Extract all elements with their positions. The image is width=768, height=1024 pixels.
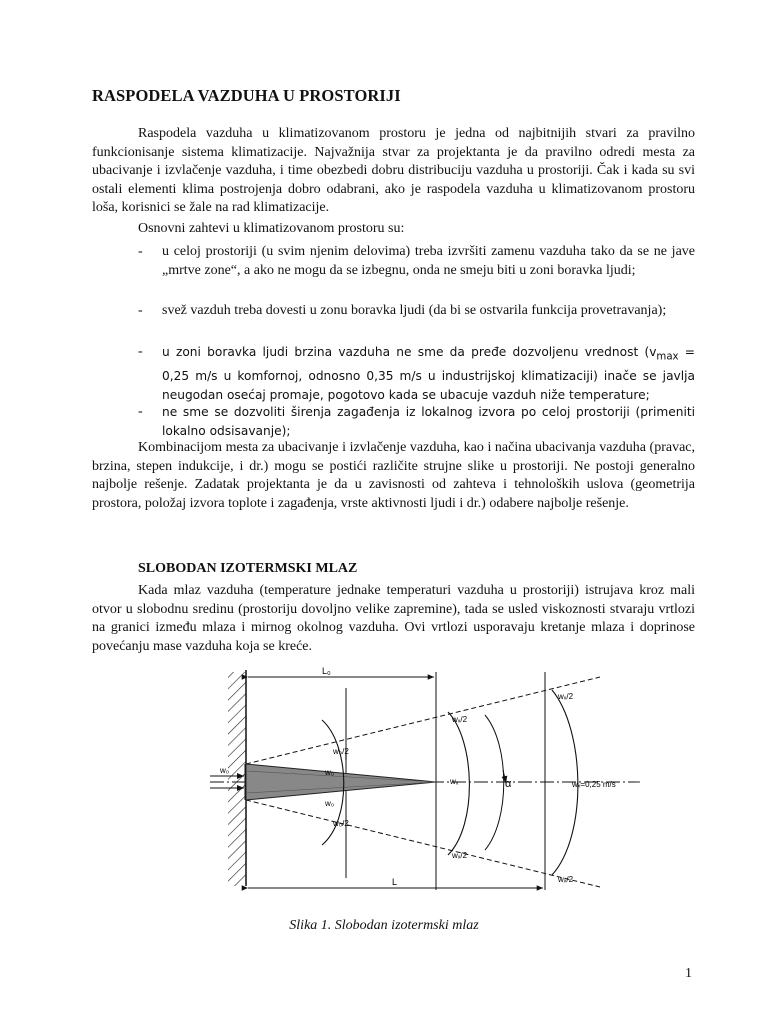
- list-dash: -: [138, 404, 143, 419]
- intro-paragraph: Raspodela vazduha u klimatizovanom prostoru je jedna od najbitnijih stvari za pravilno funkcionisanje sistema klimatizacije. Najvažnija stvar za projektanta je da pravilno odredi mesta za ubacivanje i izvlačenje vazduha, i time obezbedi dobru distribuciju vazduha u prostoriji. Čak i kada su svi ostali elementi klima postrojenja dobro odabrani, ako je raspodela vazduha u klimatizovanom prostoru loša, korisnici se žale na rad klimatizacije.: [92, 126, 695, 216]
- label-half-2: w₀/2: [333, 819, 349, 828]
- list-item-text: u celoj prostoriji (u svim njenim delovima) treba izvršiti zamenu vazduha tako da se ne jave „mrtve zone“, a ako ne mogu da se izbegnu, onda ne smeju biti u zoni boravka ljudi;: [162, 244, 695, 278]
- list-dash: -: [138, 303, 143, 318]
- jet-core: [246, 764, 436, 800]
- subscript-max: max: [656, 351, 679, 363]
- list-item-text-part: = 0,25 m/s u komfornoj, odnosno 0,35 m/s u industrijskoj klimatizaciji) inače se javlja neugodan osećaj promaje, pogotovo kada se ubacuje vazduh niže temperature;: [162, 345, 695, 402]
- label-half-4: wₓ/2: [452, 851, 468, 860]
- angle-arc: [485, 715, 504, 850]
- list-item-text: svež vazduh treba dovesti u zonu boravka ljudi (da bi se ostvarila funkcija provetravanja);: [162, 303, 667, 318]
- label-L0: L₀: [322, 666, 331, 676]
- list-item-text: ne sme se dozvoliti širenja zagađenja iz lokalnog izvora po celoj prostoriji (primeniti lokalno odsisavanje);: [162, 405, 695, 438]
- label-half-3: wₓ/2: [452, 715, 468, 724]
- label-w0-core-bottom: w₀: [325, 799, 335, 808]
- section-title: SLOBODAN IZOTERMSKI MLAZ: [138, 561, 358, 576]
- page-number: 1: [685, 966, 692, 981]
- list-dash: -: [138, 244, 143, 259]
- combination-paragraph: Kombinacijom mesta za ubacivanje i izvlačenje vazduha, kao i načina ubacivanja vazduha (pravac, brzina, stepen indukcije, i dr.) mogu se postići različite strujne slike u prostoriji. Ne postoji generalno najbolje rešenje. Zadatak projektanta je da u zavisnosti od zahteva i tehnoloških uslova (geometrija prostora, položaj izvora toplote i zagađenja, vrste aktivnosti ljudi i dr.) odabere najbolje rešenje.: [92, 440, 695, 511]
- label-half-1: w₀/2: [333, 747, 349, 756]
- label-w0-inlet: w₀: [220, 766, 230, 775]
- requirements-intro: Osnovni zahtevi u klimatizovanom prostoru su:: [138, 221, 405, 236]
- jet-boundary-top: [246, 677, 600, 764]
- figure-caption: Slika 1. Slobodan izotermski mlaz: [289, 918, 479, 933]
- list-item-text-part: u zoni boravka ljudi brzina vazduha ne sme da pređe dozvoljenu vrednost (v: [162, 345, 657, 359]
- page-title: RASPODELA VAZDUHA U PROSTORIJI: [92, 86, 401, 105]
- label-wx-end: wₓ=0,25 m/s: [572, 780, 616, 789]
- label-half-5: wₓ/2: [558, 692, 574, 701]
- label-half-6: wₓ/2: [558, 875, 574, 884]
- jet-boundary-bottom: [246, 800, 600, 887]
- label-wx: wₓ: [450, 777, 459, 786]
- label-L: L: [392, 877, 398, 887]
- list-dash: -: [138, 344, 143, 359]
- wall-hatch: [228, 672, 246, 886]
- label-alpha: α: [505, 778, 512, 790]
- label-w0-core-top: w₀: [325, 768, 335, 777]
- section-paragraph: Kada mlaz vazduha (temperature jednake temperaturi vazduha u prostoriji) istrujava kroz mali otvor u slobodnu sredinu (prostoriju dovoljno velike zapremine), tada se usled viskoznosti stvaraju vrtlozi na granici između mlaza i mirnog okolnog vazduha. Ovi vrtlozi usporavaju kretanje mlaza i doprinose povećanju mase vazduha koja se kreće.: [92, 583, 695, 654]
